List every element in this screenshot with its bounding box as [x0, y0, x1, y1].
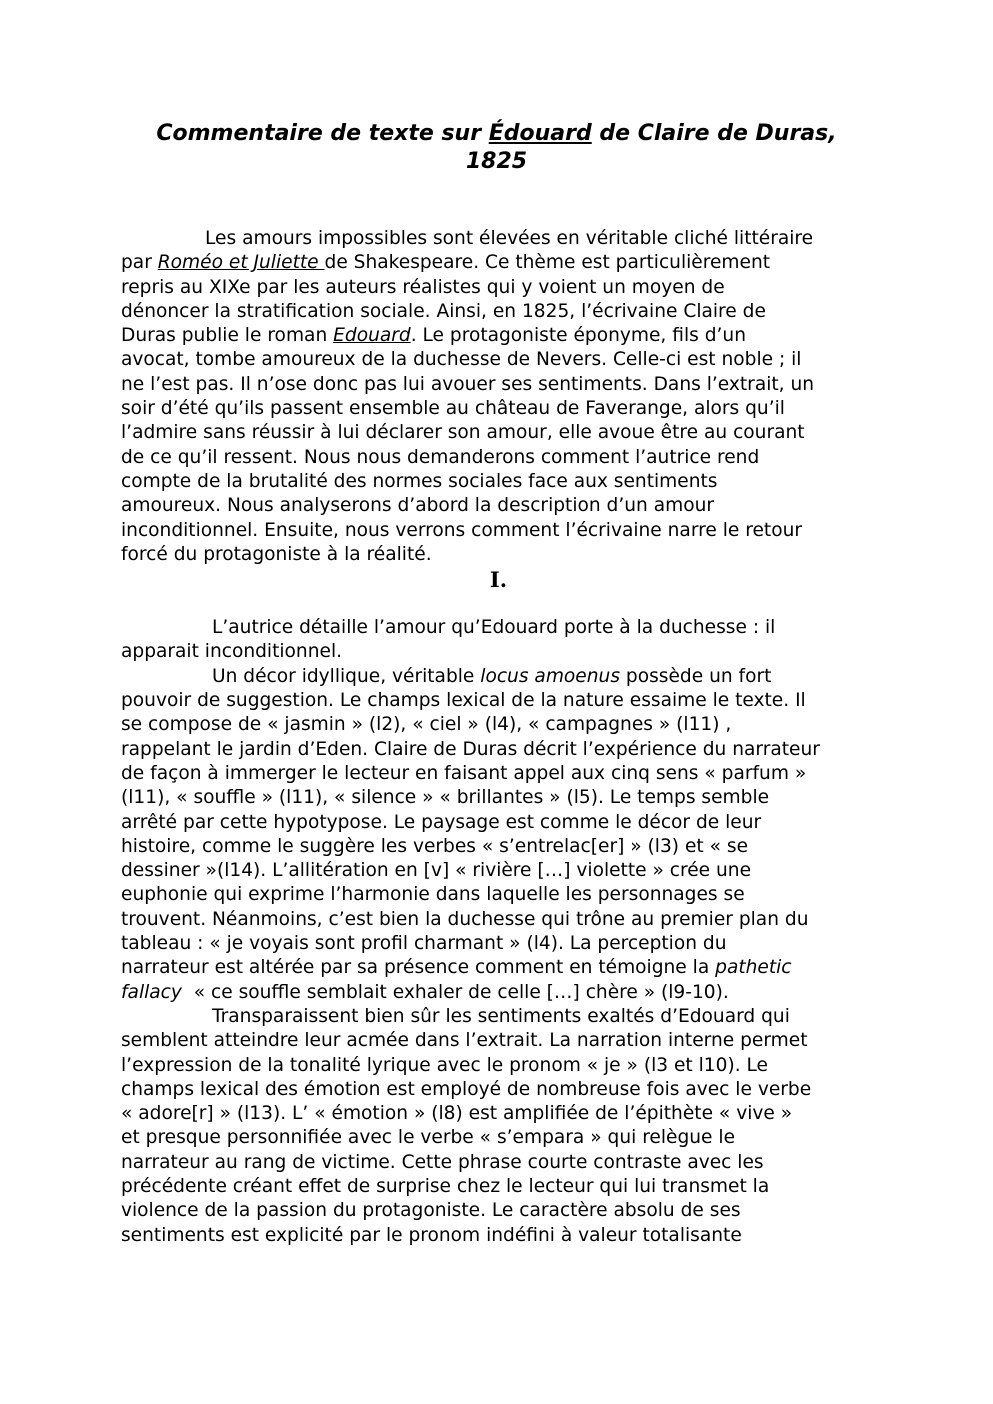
document-body	[121, 227, 876, 1248]
text-line: tableau : « je voyais sont profil charmant » (l4). La perception du	[121, 933, 727, 955]
text-line: rappelant le jardin d’Eden. Claire de Duras décrit l’expérience du narrateur	[121, 738, 820, 760]
text-line: forcé du protagoniste à la réalité.	[121, 543, 432, 565]
title-text: Commentaire de texte sur	[156, 121, 489, 146]
text-line: euphonie qui exprime l’harmonie dans laquelle les personnages se	[121, 884, 745, 906]
text-line: dénoncer la stratification sociale. Ainsi, en 1825, l’écrivaine Claire de	[121, 300, 766, 322]
text-line: trouvent. Néanmoins, c’est bien la duchesse qui trône au premier plan du	[121, 908, 809, 930]
work-title: Edouard	[333, 325, 411, 347]
text-line: amoureux. Nous analyserons d’abord la description d’un amour	[121, 495, 715, 517]
text-line: narrateur au rang de victime. Cette phrase courte contraste avec les	[121, 1151, 764, 1173]
text-line: et presque personnifiée avec le verbe « s’empara » qui relègue le	[121, 1127, 736, 1149]
text-line: Transparaissent bien sûr les sentiments exaltés d’Edouard qui	[212, 1005, 790, 1027]
english-term: pathetic	[715, 957, 792, 979]
text-line: compte de la brutalité des normes sociales face aux sentiments	[121, 470, 718, 492]
text-line	[121, 665, 876, 689]
text-span: Duras publie le roman	[121, 325, 334, 347]
text-line: violence de la passion du protagoniste. Le caractère absolu de ses	[121, 1200, 741, 1222]
text-line: champs lexical des émotion est employé de nombreuse fois avec le verbe	[121, 1078, 812, 1100]
text-span: narrateur est altérée par sa présence comment en témoigne la	[121, 957, 716, 979]
latin-term: locus amoenus	[480, 665, 621, 687]
text-span: Un décor idyllique, véritable	[212, 665, 481, 687]
text-span: . Le protagoniste éponyme, fils d’un	[410, 325, 746, 347]
text-line: l’expression de la tonalité lyrique avec le pronom « je » (l3 et l10). Le	[121, 1054, 768, 1076]
text-line: « adore[r] » (l13). L’ « émotion » (l8) est amplifiée de l’épithète « vive »	[121, 1103, 793, 1125]
work-title: Roméo et Juliette	[157, 252, 325, 274]
text-line	[121, 251, 876, 275]
text-line: apparait inconditionnel.	[121, 641, 343, 663]
title-text: de Claire de Duras,	[591, 121, 837, 146]
text-line	[121, 324, 876, 348]
text-span: de Shakespeare. Ce thème est particulièrement	[324, 252, 771, 274]
title-line-1	[121, 120, 872, 148]
text-line: arrêté par cette hypotypose. Le paysage est comme le décor de leur	[121, 811, 762, 833]
text-span: possède un fort	[620, 665, 772, 687]
text-line: L’autrice détaille l’amour qu’Edouard porte à la duchesse : il	[212, 617, 776, 639]
text-span: par	[121, 252, 158, 274]
text-span: « ce souffle semblait exhaler de celle […] chère » (l9-10).	[181, 981, 729, 1003]
text-line: soir d’été qu’ils passent ensemble au château de Faverange, alors qu’il	[121, 398, 785, 420]
text-line: l’admire sans réussir à lui déclarer son amour, elle avoue être au courant	[121, 422, 805, 444]
text-line: ne l’est pas. Il n’ose donc pas lui avouer ses sentiments. Dans l’extrait, un	[121, 373, 815, 395]
title-line-2: 1825	[465, 149, 528, 174]
text-line: de façon à immerger le lecteur en faisant appel aux cinq sens « parfum »	[121, 762, 807, 784]
text-line: Les amours impossibles sont élevées en véritable cliché littéraire	[205, 228, 814, 249]
text-line: avocat, tombe amoureux de la duchesse de Nevers. Celle-ci est noble ; il	[121, 349, 802, 371]
text-line: de ce qu’il ressent. Nous nous demanderons comment l’autrice rend	[121, 446, 760, 468]
text-line: semblent atteindre leur acmée dans l’extrait. La narration interne permet	[121, 1030, 808, 1052]
text-line: dessiner »(l14). L’allitération en [v] « rivière […] violette » crée une	[121, 860, 752, 882]
document-title	[121, 120, 872, 176]
english-term: fallacy	[121, 981, 182, 1003]
blank-line	[121, 592, 876, 616]
section-heading: I.	[489, 567, 508, 593]
text-line: inconditionnel. Ensuite, nous verrons comment l’écrivaine narre le retour	[121, 519, 803, 541]
text-line: (l11), « souffle » (l11), « silence » « brillantes » (l5). Le temps semble	[121, 787, 770, 809]
title-work-name: Édouard	[488, 121, 592, 146]
text-line	[121, 956, 876, 980]
text-line: sentiments est explicité par le pronom indéfini à valeur totalisante	[121, 1224, 742, 1246]
text-line: se compose de « jasmin » (l2), « ciel » (l4), « campagnes » (l11) ,	[121, 714, 732, 736]
text-line: pouvoir de suggestion. Le champs lexical de la nature essaime le texte. Il	[121, 690, 806, 712]
text-line	[121, 981, 876, 1005]
text-line: histoire, comme le suggère les verbes « s’entrelac[er] » (l3) et « se	[121, 835, 749, 857]
text-line: repris au XIXe par les auteurs réalistes qui y voient un moyen de	[121, 276, 725, 298]
text-line: précédente créant effet de surprise chez le lecteur qui lui transmet la	[121, 1175, 770, 1197]
